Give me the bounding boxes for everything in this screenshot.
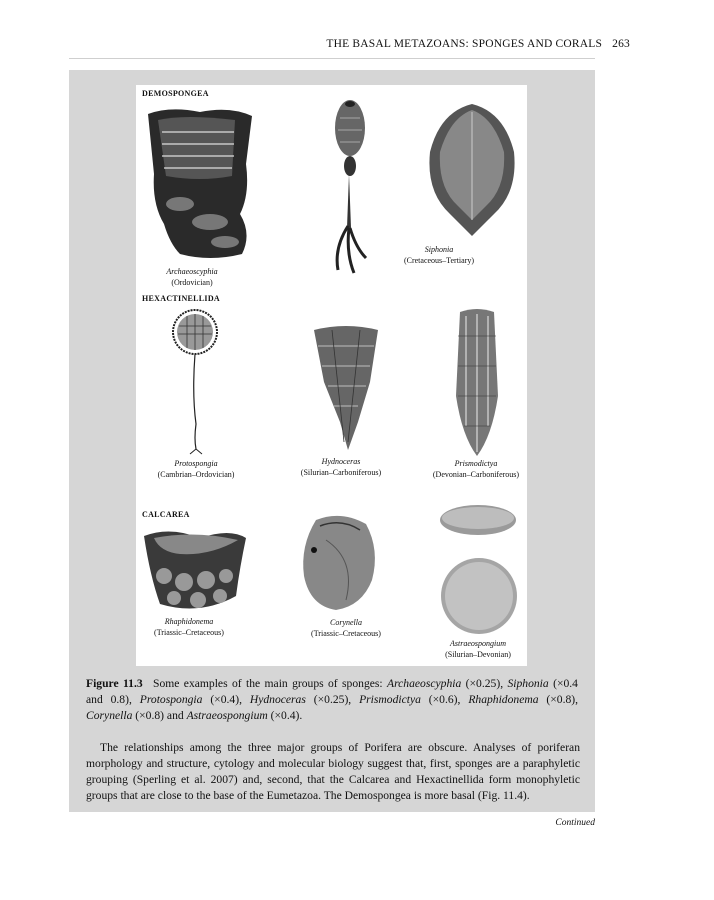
prismodictya-name: Prismodictya — [454, 459, 498, 468]
body-paragraph: The relationships among the three major groups of Porifera are obscure. Analyses of poriferan morphology and structure, cytology and molecular biology suggest that, first, sponges are a paraphyletic grouping (Sperling et al. 2007) and, second, that the Calcarea and Hexactinellida form monophyletic groups that are close to the base of the Eumetazoa. The Demospongea is more basal (Fig. 11.4). — [86, 741, 580, 802]
running-title: THE BASAL METAZOANS: SPONGES AND CORALS — [326, 38, 603, 50]
caption-scale: (×0.4). — [270, 709, 303, 722]
siphonia-illustration — [424, 102, 520, 240]
group-label-demospongea: DEMOSPONGEA — [142, 89, 209, 98]
archaeoscyphia-period: (Ordovician) — [171, 278, 213, 287]
corynella-period: (Triassic–Cretaceous) — [311, 629, 381, 638]
protospongia-period: (Cambrian–Ordovician) — [157, 470, 235, 479]
group-label-hexactinellida: HEXACTINELLIDA — [142, 294, 220, 303]
astraeospongium-illustration — [438, 502, 520, 636]
siphonia-period: (Cretaceous–Tertiary) — [403, 256, 475, 265]
header-rule — [69, 58, 595, 59]
astraeospongium-name: Astraeospongium — [450, 639, 506, 648]
caption-scale: (×0.8) and — [135, 709, 184, 722]
hydnoceras-period: (Silurian–Carboniferous) — [300, 468, 382, 477]
caption-label: Figure 11.3 — [86, 677, 143, 690]
caption-scale: (×0.25), — [465, 677, 504, 690]
caption-scale: (×0.25), — [313, 693, 352, 706]
archaeoscyphia-name: Archaeoscyphia — [166, 267, 218, 276]
caption-scale: (×0.6), — [428, 693, 461, 706]
group-label-calcarea: CALCAREA — [142, 510, 190, 519]
caption-name: Siphonia — [507, 677, 549, 690]
caption-scale: (×0.4), — [210, 693, 242, 706]
prismodictya-illustration — [452, 306, 502, 458]
archaeoscyphia-illustration — [140, 104, 260, 264]
caption-scale: (×0.4 and 0.8), — [86, 677, 578, 706]
prismodictya-period: (Devonian–Carboniferous) — [432, 470, 520, 479]
caption-name: Archaeoscyphia — [387, 677, 462, 690]
specimen-rhaphidonema — [140, 616, 238, 638]
astraeospongium-period: (Silurian–Devonian) — [445, 650, 511, 659]
specimen-archaeoscyphia — [142, 266, 242, 288]
hydnoceras-name: Hydnoceras — [321, 457, 361, 466]
siphonia-name: Siphonia — [424, 245, 454, 254]
caption-scale: (×0.8), — [546, 693, 579, 706]
caption-name: Rhaphidonema — [468, 693, 539, 706]
caption-name: Astraeospongium — [186, 709, 268, 722]
protospongia-illustration — [160, 304, 230, 454]
hydnoceras-illustration — [308, 322, 384, 452]
page-number: 263 — [612, 38, 630, 50]
caption-intro: Some examples of the main groups of sponges: — [153, 677, 383, 690]
protospongia-name: Protospongia — [174, 459, 218, 468]
corynella-illustration — [296, 510, 382, 614]
rhaphidonema-period: (Triassic–Cretaceous) — [154, 628, 224, 637]
specimen-protospongia — [146, 458, 246, 480]
corynella-name: Corynella — [330, 618, 362, 627]
specimen-hydnoceras — [290, 456, 392, 478]
rhaphidonema-illustration — [140, 526, 250, 616]
specimen-prismodictya — [420, 458, 532, 480]
siphonia-stalked-illustration — [320, 98, 380, 278]
caption-name: Protospongia — [139, 693, 203, 706]
running-header — [326, 38, 630, 50]
specimen-astraeospongium — [435, 638, 521, 660]
caption-name: Corynella — [86, 709, 133, 722]
specimen-corynella — [300, 617, 392, 639]
figure-caption — [86, 676, 578, 724]
continued-note: Continued — [555, 818, 595, 828]
rhaphidonema-name: Rhaphidonema — [164, 617, 214, 626]
specimen-siphonia — [384, 244, 494, 266]
caption-name: Hydnoceras — [249, 693, 306, 706]
caption-name: Prismodictya — [359, 693, 421, 706]
